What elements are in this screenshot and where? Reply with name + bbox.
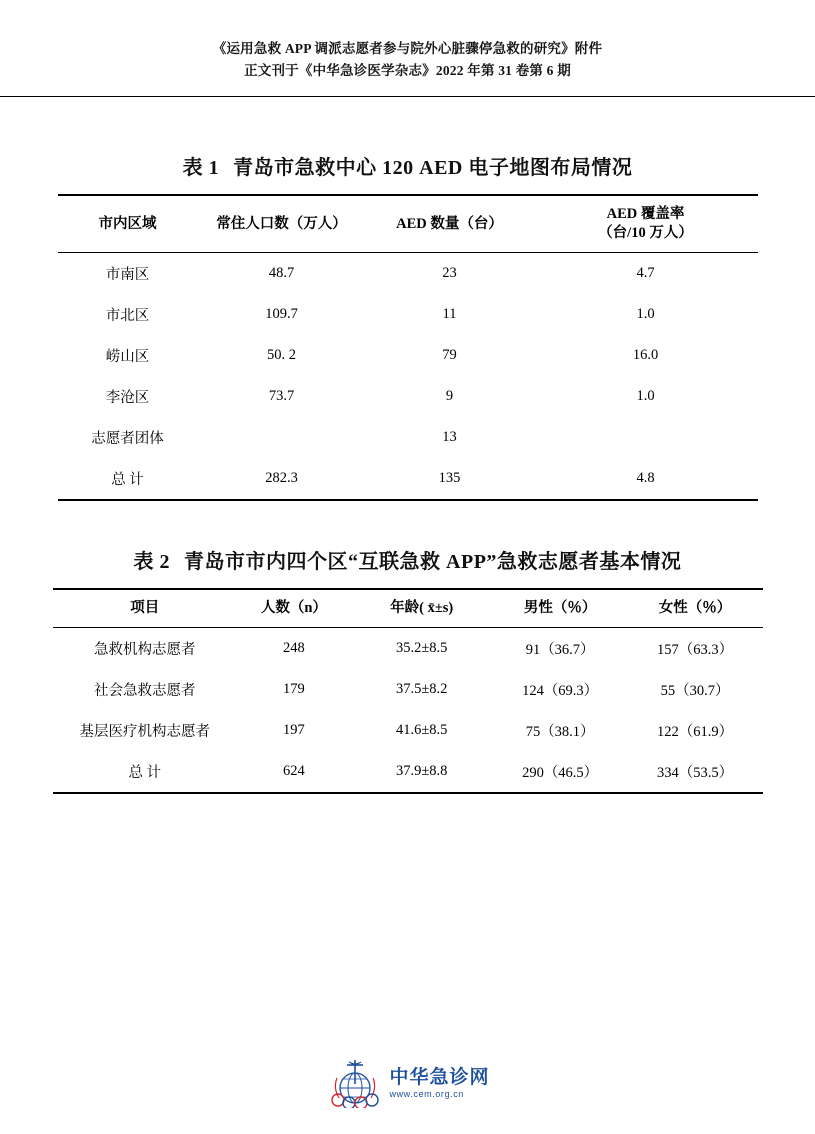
cell-area: 崂山区	[105, 349, 150, 365]
cell-male: 124（69.3）	[522, 683, 599, 699]
table-2-caption	[53, 545, 763, 574]
table-1-body	[58, 253, 758, 501]
cell-population	[198, 417, 366, 458]
table-1-header-row	[58, 195, 758, 253]
table-1-head	[58, 195, 758, 253]
header-title-line-2: 正文刊于《中华急诊医学杂志》2022 年第 31 卷第 6 期	[244, 63, 571, 78]
cell-area: 市南区	[105, 267, 150, 283]
cell-count: 248	[283, 640, 305, 656]
cell-age: 37.9±8.8	[395, 763, 448, 779]
table-row	[58, 417, 758, 458]
site-logo-text	[389, 1068, 489, 1099]
cell-aed-coverage: 16.0	[632, 347, 659, 363]
table-row	[58, 376, 758, 417]
table-1-col-header-aed-coverage-line-1: AED 覆盖率	[606, 206, 685, 222]
cell-age: 37.5±8.2	[395, 681, 448, 697]
table-2	[53, 588, 763, 794]
cell-area: 总 计	[111, 472, 144, 488]
cell-male: 91（36.7）	[525, 642, 595, 658]
cell-aed-coverage: 1.0	[636, 388, 655, 404]
emergency-network-logo-icon	[325, 1058, 381, 1108]
table-1-caption	[58, 151, 758, 180]
table-2-header-row	[53, 589, 763, 628]
cell-aed-coverage: 4.8	[636, 470, 655, 486]
table-2-col-header-male: 男性（％）	[523, 600, 597, 616]
table-row	[53, 628, 763, 670]
table-1-col-header-aed-coverage	[534, 195, 758, 253]
cell-female: 334（53.5）	[656, 765, 734, 781]
document-footer	[0, 1058, 815, 1108]
table-1-col-header-aed-coverage-line-2: （台/10 万人）	[598, 225, 693, 241]
cell-item: 基层医疗机构志愿者	[79, 724, 211, 740]
cell-area: 市北区	[105, 308, 150, 324]
table-2-col-header-item: 项目	[130, 600, 160, 616]
cell-aed-count: 13	[442, 429, 457, 445]
table-row	[53, 669, 763, 710]
cell-male: 75（38.1）	[525, 724, 595, 740]
cell-aed-coverage: 4.7	[636, 265, 655, 281]
cell-aed-count: 9	[445, 388, 454, 404]
cell-aed-count: 23	[442, 265, 457, 281]
table-row-total	[53, 751, 763, 793]
table-2-col-header-female: 女性（％）	[658, 600, 732, 616]
cell-population: 282.3	[265, 470, 298, 486]
cell-item: 社会急救志愿者	[94, 683, 196, 699]
table-1-col-header-area: 市内区域	[98, 215, 157, 232]
cell-aed-count: 79	[442, 347, 457, 363]
cell-female: 157（63.3）	[656, 642, 734, 658]
table-2-body	[53, 628, 763, 794]
cell-age: 41.6±8.5	[395, 722, 448, 738]
cell-population: 50. 2	[267, 347, 296, 363]
cell-age: 35.2±8.5	[395, 640, 448, 656]
table-2-head	[53, 589, 763, 628]
cell-population: 48.7	[268, 265, 295, 281]
table-1-block	[58, 151, 758, 501]
table-2-caption-number: 表 2	[133, 551, 171, 573]
cell-count: 624	[283, 763, 305, 779]
header-title-line-1: 《运用急救 APP 调派志愿者参与院外心脏骤停急救的研究》附件	[212, 41, 603, 56]
table-row	[58, 335, 758, 376]
document-header	[0, 0, 815, 82]
table-2-block	[53, 545, 763, 794]
table-row	[53, 710, 763, 751]
cell-female: 122（61.9）	[656, 724, 734, 740]
cell-population: 73.7	[268, 388, 295, 404]
cell-male: 290（46.5）	[522, 765, 599, 781]
cell-aed-count: 135	[438, 470, 461, 486]
cell-female: 55（30.7）	[660, 683, 730, 699]
table-1	[58, 194, 758, 501]
cell-aed-count: 11	[442, 306, 457, 322]
cell-population: 109.7	[265, 306, 298, 322]
cell-count: 197	[283, 722, 305, 738]
cell-aed-coverage	[534, 417, 758, 458]
table-2-col-header-age: 年龄( x̄±s)	[390, 600, 454, 616]
cell-area: 李沧区	[105, 390, 150, 406]
table-1-caption-text: 青岛市急救中心 120 AED 电子地图布局情况	[233, 157, 633, 179]
table-1-caption-number: 表 1	[182, 157, 220, 179]
table-row	[58, 294, 758, 335]
table-row-total	[58, 458, 758, 500]
table-2-col-header-count: 人数（n）	[260, 600, 327, 616]
cell-aed-coverage: 1.0	[636, 306, 655, 322]
cell-item: 总 计	[128, 765, 162, 781]
table-row	[58, 253, 758, 295]
site-logo-url: www.cem.org.cn	[389, 1088, 464, 1099]
cell-item: 急救机构志愿者	[94, 642, 196, 658]
table-2-caption-text: 青岛市市内四个区“互联急救 APP”急救志愿者基本情况	[184, 551, 682, 573]
table-1-col-header-population: 常住人口数（万人）	[216, 215, 347, 232]
cell-count: 179	[283, 681, 305, 697]
header-divider	[0, 96, 815, 97]
site-logo-title: 中华急诊网	[389, 1066, 490, 1088]
table-1-col-header-aed-count: AED 数量（台）	[396, 215, 503, 232]
site-logo	[325, 1058, 489, 1108]
cell-area: 志愿者团体	[91, 431, 164, 447]
